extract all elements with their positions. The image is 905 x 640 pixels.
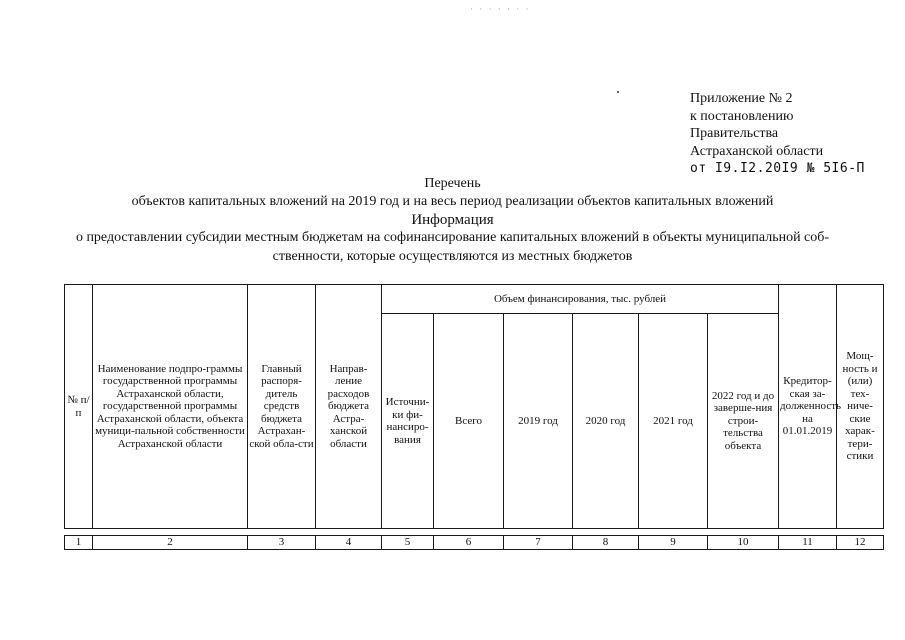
column-number: 12: [837, 536, 884, 550]
appendix-block: [690, 90, 865, 178]
column-number: 6: [434, 536, 504, 550]
document-subtitle: объектов капитальных вложений на 2019 год и на весь период реализации объектов капитальных вложений: [131, 194, 774, 209]
info-line-2: ственности, которые осуществляются из местных бюджетов: [272, 249, 633, 264]
column-number: 11: [779, 536, 837, 550]
header-col-name: Наименование подпро-граммы государственной программы Астраханской области, государственной программы Астраханской области, объекта муници-пальной собственности Астраханской области: [93, 285, 248, 529]
column-number: 4: [316, 536, 382, 550]
header-col-direction: Направ-ление расходов бюджета Астра-ханской области: [316, 285, 382, 529]
table-spacer: [65, 529, 884, 536]
column-number: 5: [382, 536, 434, 550]
column-number: 2: [93, 536, 248, 550]
appendix-region: Астраханской области: [690, 143, 824, 159]
header-col-no: № п/п: [65, 285, 93, 529]
scan-dot: [617, 91, 619, 93]
appendix-resolution: к постановлению: [690, 108, 794, 124]
column-numbers-row: [65, 536, 884, 550]
header-col-2021: 2021 год: [639, 314, 708, 529]
financing-table-wrapper: [64, 284, 883, 550]
column-number: 7: [504, 536, 573, 550]
appendix-number: Приложение № 2: [690, 91, 793, 106]
header-col-total: Всего: [434, 314, 504, 529]
appendix-date-stamp: от I9.I2.20I9 № 5I6-П: [690, 161, 865, 176]
appendix-government: Правительства: [690, 126, 779, 141]
info-line-1: о предоставлении субсидии местным бюджетам на софинансирование капитальных вложений в объекты муниципальной соб-: [75, 230, 830, 245]
header-col-capacity: Мощ-ность и (или) тех-ниче-ские харак-тери-стики: [837, 285, 884, 529]
info-title: Информация: [411, 212, 494, 228]
header-col-2020: 2020 год: [573, 314, 639, 529]
column-number: 10: [708, 536, 779, 550]
header-col-2019: 2019 год: [504, 314, 573, 529]
document-title: Перечень: [424, 176, 481, 191]
header-col-admin: Главный распоря-дитель средств бюджета Астрахан-ской обла-сти: [248, 285, 316, 529]
financing-table: [64, 284, 884, 550]
column-number: 8: [573, 536, 639, 550]
header-col-source: Источни-ки фи-нансиро-вания: [382, 314, 434, 529]
scan-specks: · · · · · · ·: [470, 4, 531, 14]
column-number: 1: [65, 536, 93, 550]
header-group-financing: Объем финансирования, тыс. рублей: [382, 285, 779, 314]
header-col-debt: Кредитор-ская за-долженность на 01.01.2019: [779, 285, 837, 529]
column-number: 3: [248, 536, 316, 550]
header-col-2022: 2022 год и до заверше-ния строи-тельства объекта: [708, 314, 779, 529]
column-number: 9: [639, 536, 708, 550]
